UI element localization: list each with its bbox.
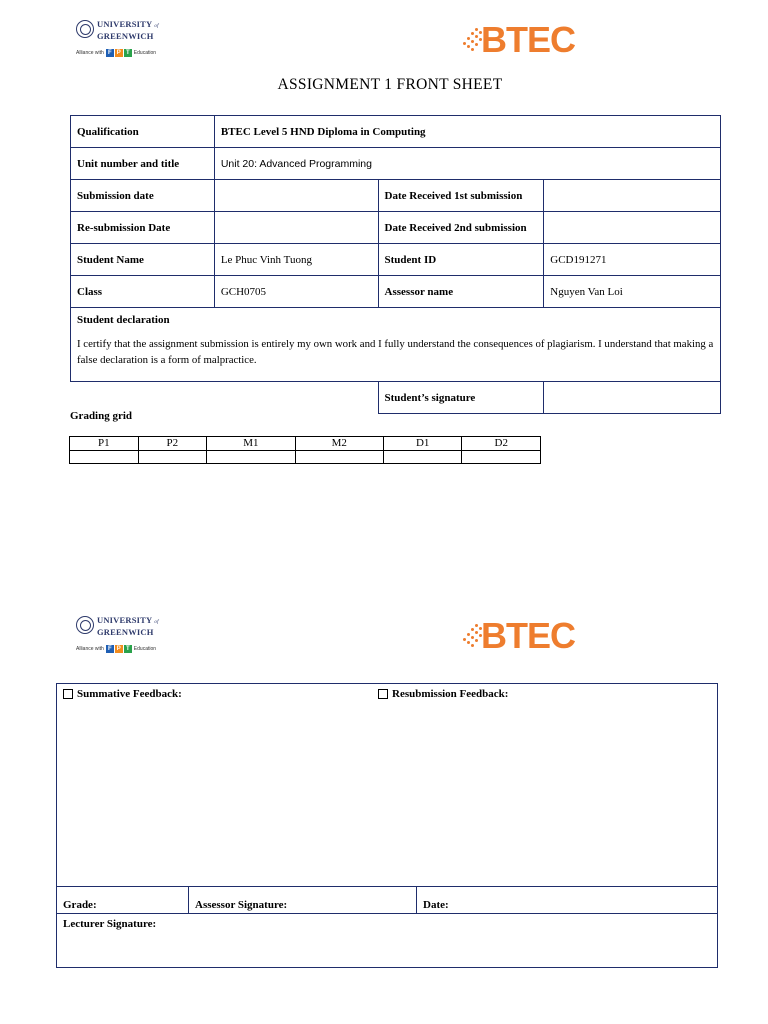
btec-logo-2 bbox=[463, 616, 583, 656]
greenwich-text: GREENWICH bbox=[97, 30, 154, 41]
grading-grid-label: Grading grid bbox=[70, 410, 133, 422]
university-of-text: of bbox=[154, 24, 159, 29]
assessor-name-field[interactable]: Nguyen Van Loi bbox=[544, 276, 721, 308]
fpt-letter-p: P bbox=[116, 50, 121, 56]
summative-checkbox-icon[interactable] bbox=[63, 689, 73, 699]
feedback-box bbox=[56, 683, 718, 968]
date-received-1-label: Date Received 1st submission bbox=[378, 180, 544, 212]
alliance-text: Alliance with bbox=[76, 50, 104, 56]
signature-field[interactable] bbox=[544, 382, 721, 414]
university-of-greenwich-logo-2 bbox=[76, 616, 166, 660]
student-id-label: Student ID bbox=[378, 244, 544, 276]
fpt-letter-p: P bbox=[116, 646, 121, 652]
btec-logo bbox=[463, 20, 583, 60]
btec-wordmark: BTEC bbox=[481, 19, 575, 60]
front-sheet-table bbox=[70, 115, 721, 414]
grid-cell-d1[interactable] bbox=[383, 450, 462, 464]
fpt-logo bbox=[106, 645, 132, 653]
university-of-greenwich-logo bbox=[76, 20, 166, 64]
education-text: Education bbox=[133, 50, 157, 56]
greenwich-crest-icon bbox=[76, 20, 94, 38]
date-received-2-field[interactable] bbox=[544, 212, 721, 244]
assessor-signature-field[interactable] bbox=[188, 887, 416, 914]
assessor-signature-label: Assessor Signature: bbox=[195, 899, 288, 911]
grading-grid-table bbox=[69, 436, 541, 464]
university-text: UNIVERSITY bbox=[97, 615, 153, 625]
student-name-field[interactable]: Le Phuc Vinh Tuong bbox=[214, 244, 378, 276]
grid-header-d2: D2 bbox=[462, 437, 541, 451]
assessor-name-label: Assessor name bbox=[378, 276, 544, 308]
student-id-field[interactable]: GCD191271 bbox=[544, 244, 721, 276]
lecturer-signature-label: Lecturer Signature: bbox=[63, 918, 157, 930]
unit-value: Unit 20: Advanced Programming bbox=[214, 148, 720, 180]
grade-signature-row bbox=[57, 886, 717, 914]
university-of-text: of bbox=[154, 620, 159, 625]
grade-field[interactable] bbox=[57, 887, 188, 914]
submission-date-label: Submission date bbox=[71, 180, 215, 212]
unit-label: Unit number and title bbox=[71, 148, 215, 180]
resubmission-checkbox-icon[interactable] bbox=[378, 689, 388, 699]
grid-cell-m2[interactable] bbox=[295, 450, 383, 464]
grid-cell-d2[interactable] bbox=[462, 450, 541, 464]
grid-cell-p1[interactable] bbox=[70, 450, 139, 464]
btec-wordmark: BTEC bbox=[481, 615, 575, 656]
resubmission-feedback-option[interactable] bbox=[378, 688, 508, 700]
qualification-value: BTEC Level 5 HND Diploma in Computing bbox=[214, 116, 720, 148]
student-name-label: Student Name bbox=[71, 244, 215, 276]
date-label: Date: bbox=[423, 899, 449, 911]
summative-feedback-label: Summative Feedback: bbox=[77, 688, 182, 700]
class-label: Class bbox=[71, 276, 215, 308]
btec-dots-icon bbox=[463, 28, 483, 52]
grid-cell-p2[interactable] bbox=[138, 450, 207, 464]
university-text: UNIVERSITY bbox=[97, 19, 153, 29]
grid-header-p1: P1 bbox=[70, 437, 139, 451]
qualification-label: Qualification bbox=[71, 116, 215, 148]
fpt-letter-t: T bbox=[124, 49, 132, 57]
education-text: Education bbox=[133, 646, 157, 652]
fpt-letter-f: F bbox=[106, 49, 114, 57]
declaration-text: I certify that the assignment submission is entirely my own work and I fully understand the consequences of plagiarism. I understand that making a false declaration is a form of malpractice. bbox=[77, 338, 714, 366]
alliance-text: Alliance with bbox=[76, 646, 104, 652]
submission-date-field[interactable] bbox=[214, 180, 378, 212]
greenwich-crest-icon bbox=[76, 616, 94, 634]
class-field[interactable]: GCH0705 bbox=[214, 276, 378, 308]
fpt-letter-t: T bbox=[124, 645, 132, 653]
grid-header-m1: M1 bbox=[207, 437, 295, 451]
date-field[interactable] bbox=[416, 887, 716, 914]
fpt-logo bbox=[106, 49, 132, 57]
btec-dots-icon bbox=[463, 624, 483, 648]
date-received-1-field[interactable] bbox=[544, 180, 721, 212]
grid-header-d1: D1 bbox=[383, 437, 462, 451]
resubmission-date-label: Re-submission Date bbox=[71, 212, 215, 244]
date-received-2-label: Date Received 2nd submission bbox=[378, 212, 544, 244]
signature-label: Student’s signature bbox=[378, 382, 544, 414]
grade-label: Grade: bbox=[63, 899, 97, 911]
grid-cell-m1[interactable] bbox=[207, 450, 295, 464]
resubmission-feedback-label: Resubmission Feedback: bbox=[392, 688, 509, 700]
resubmission-date-field[interactable] bbox=[214, 212, 378, 244]
grid-header-m2: M2 bbox=[295, 437, 383, 451]
declaration-label: Student declaration bbox=[77, 314, 170, 326]
summative-feedback-option[interactable] bbox=[63, 688, 182, 700]
grid-header-p2: P2 bbox=[138, 437, 207, 451]
greenwich-text: GREENWICH bbox=[97, 626, 154, 637]
declaration-cell bbox=[71, 308, 721, 382]
page-title: ASSIGNMENT 1 FRONT SHEET bbox=[277, 76, 503, 93]
fpt-letter-f: F bbox=[106, 645, 114, 653]
